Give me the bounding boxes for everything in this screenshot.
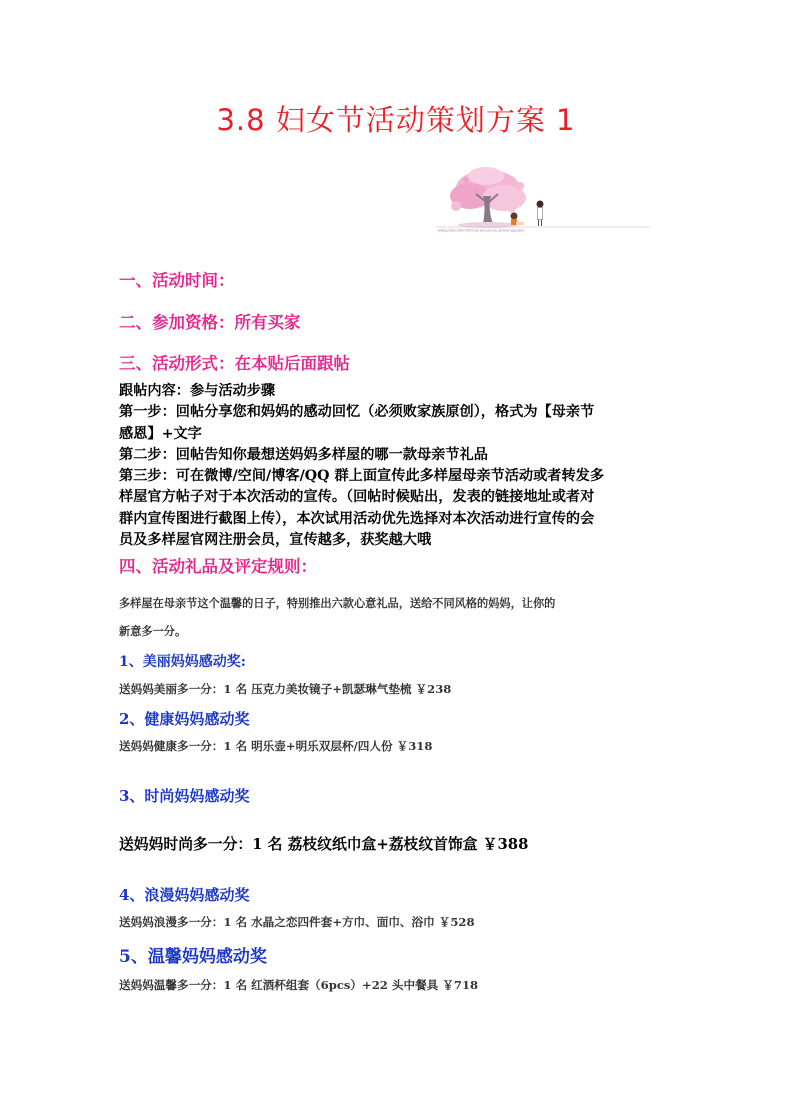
steps-line: 感恩】+文字 (119, 425, 202, 442)
section-format: 三、活动形式：在本贴后面跟帖 (119, 354, 350, 373)
steps-line: 第三步：可在微博/空间/博客/QQ 群上面宣传此多样屋母亲节活动或者转发多 (119, 468, 605, 485)
award-heading-fashion: 3、时尚妈妈感动奖 (119, 787, 250, 805)
award-detail-romance: 送妈妈浪漫多一分：1 名 水晶之恋四件套+方巾、面巾、浴巾 ￥528 (119, 915, 475, 929)
steps-line: 跟帖内容：参与活动步骤 (119, 383, 276, 399)
steps-line: 第一步：回帖分享您和妈妈的感动回忆（必须败家族原创），格式为【母亲节 (119, 404, 595, 421)
intro-line: 新意多一分。 (119, 624, 187, 638)
award-detail-beauty: 送妈妈美丽多一分：1 名 压克力美妆镜子+凯瑟琳气垫梳 ￥238 (119, 682, 452, 696)
prizes-intro (119, 589, 679, 645)
mother-figure (537, 201, 544, 227)
steps-line: 群内宣传图进行截图上传），本次试用活动优先选择对本次活动进行宣传的会 (119, 510, 595, 527)
steps-line: 样屋官方帖子对于本次活动的宣传。（回帖时候贴出，发表的链接地址或者对 (119, 489, 595, 506)
intro-line: 多样屋在母亲节这个温馨的日子，特别推出六款心意礼品，送给不同风格的妈妈，让你的 (119, 596, 556, 610)
award-heading-health: 2、健康妈妈感动奖 (119, 710, 250, 728)
illustration-caption: www.photo.2ath.00rth.ox.yolo.pin.yo.cartoon.jpg.abhr (438, 228, 525, 232)
section-prizes: 四、活动礼品及评定规则： (119, 557, 317, 576)
steps-line: 员及多样屋官网注册会员，宣传越多，获奖越大哦 (119, 532, 432, 549)
award-heading-beauty: 1、美丽妈妈感动奖: (119, 654, 246, 670)
document-title: 3.8 妇女节活动策划方案 1 (216, 103, 576, 137)
award-detail-fashion: 送妈妈时尚多一分：1 名 荔枝纹纸巾盒+荔枝纹首饰盒 ￥388 (119, 836, 529, 853)
award-detail-health: 送妈妈健康多一分：1 名 明乐壶+明乐双层杯/四人份 ￥318 (119, 739, 433, 753)
section-eligibility: 二、参加资格：所有买家 (119, 313, 301, 332)
child-figure (511, 213, 525, 226)
award-heading-warmth: 5、温馨妈妈感动奖 (119, 947, 267, 967)
award-heading-romance: 4、浪漫妈妈感动奖 (119, 886, 250, 904)
section-time: 一、活动时间： (119, 271, 235, 290)
tree-illustration (436, 166, 650, 232)
award-detail-warmth: 送妈妈温馨多一分：1 名 红酒杯组套（6pcs）+22 头中餐具 ￥718 (119, 978, 479, 992)
steps-block (119, 381, 679, 551)
steps-line: 第二步：回帖告知你最想送妈妈多样屋的哪一款母亲节礼品 (119, 446, 488, 463)
